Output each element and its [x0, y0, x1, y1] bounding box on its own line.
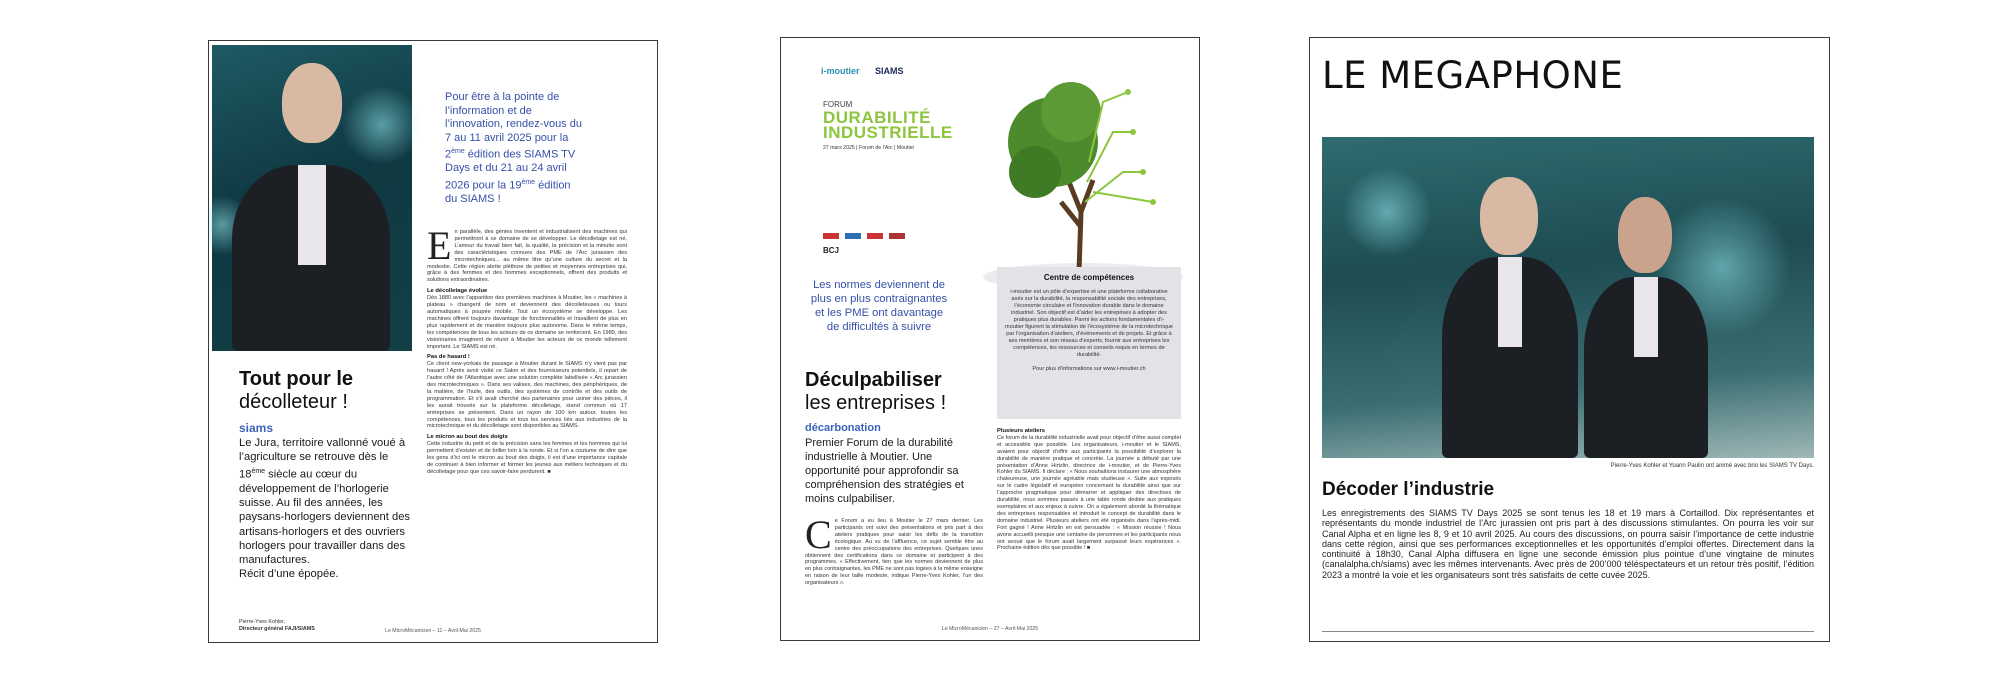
person-shirt: [1634, 277, 1658, 357]
title-rest: décolleteur !: [239, 391, 348, 413]
paragraph: Cette industrie du petit et de la précision sans les femmes et les hommes qui lui permettent d’exister et de briller loin à la ronde. Et si l’on a coutume de dire que les gens d’ici ont le micron au bout des doigts, il est d’une importance capitale de continuer à bien informer et former les jeunes aux métiers techniques et du décolletage pour que ces savoir-faire perdurent. ■: [427, 441, 627, 475]
magazine-page-11: [208, 40, 658, 643]
article-title: [239, 368, 353, 414]
person-head: [1480, 177, 1538, 255]
studio-light: [1342, 167, 1432, 257]
article-lead: Le Jura, territoire vallonné voué à l’agriculture se retrouve dès le 18ème siècle au cœur du développement de l’horlogerie suisse. Au fil des années, les paysans-horlogers deviennent des artisans-horlogers et des ouvriers horlogers pour travailler dans des manufactures. Récit d’une épopée.: [239, 437, 411, 581]
page-title: LE MEGAPHONE: [1322, 54, 1624, 97]
tree-foliage: [1009, 146, 1061, 198]
person-head: [282, 63, 342, 143]
person-shirt: [1498, 257, 1522, 347]
person-head: [1618, 197, 1672, 273]
magazine-page-megaphone: [1309, 37, 1830, 642]
drop-cap: C: [805, 512, 832, 557]
title-bold: Tout pour le: [239, 368, 354, 390]
circuit-node: [1140, 169, 1146, 175]
circuit-node: [1130, 129, 1136, 135]
photo-caption: Pierre-Yves Kohler et Yoann Paulin ont animé avec brio les SIAMS TV Days.: [1610, 463, 1814, 469]
siams-logo: SIAMS: [875, 66, 904, 76]
partner-logo: [845, 233, 861, 239]
article-title: Décoder l’industrie: [1322, 479, 1495, 500]
studio-light: [342, 85, 422, 165]
drop-cap: E: [427, 223, 452, 268]
paragraph: Ce client new-yorkais de passage à Moutier durant le SIAMS n’y vient pas par hasard ! Après avoir visité ce Salon et des fournisseurs potentiels, il repart de l’autre côté de l’Atlantique avec une solution complète labellisée « Arc jurassien des microtechniques ». Dans ses valises, des machines, des périphériques, de la matière, de l’huile, des outils, des systèmes de contrôle et des outils de programmation. Et s’il avait cherché des partenaires pour usiner des pièces, il les aurait trouvés sur la plateforme décolletage, stand commun où 17 entreprises se présentent. Dans un rayon de 100 km autour, toutes les compétences, tous les produits et tous les services liés aux industries de la microtechnique et du décolletage sont disponibles au SIAMS.: [427, 361, 627, 430]
subheading: Pas de hasard !: [427, 354, 470, 361]
partner-logo: [823, 233, 839, 239]
circuit-node: [1125, 89, 1131, 95]
box-text: i-moutier est un pôle d’expertise et une plateforme collaborative axés sur la durabilité, la responsabilité sociale des entreprises, l’économie circulaire et l’innovation durable dans le domaine industriel. Son objectif est d’aider les entreprises à adopter des pratiques plus durables. Parmi les actions fondamentales d’i-moutier figurent la stimulation de l’écosystème de la microtechnique par l’organisation d’ateliers, d’événements et de projets. Et grâce à ses membres et son réseau d’experts, fournir aux entreprises les compétences, les ressources et conseils requis en termes de durabilité.: [1005, 289, 1173, 358]
forum-advert: [793, 48, 1189, 293]
tree-illustration: [983, 62, 1183, 292]
studio-photo: [1322, 137, 1814, 458]
paragraph: Dès 1880 avec l’apparition des premières machines à Moutier, les « machines à plateau » changent de nom et deviennent des décolleteuses ou tours automatiques à poupée mobile. Tout un écosystème se développe. Les machines offrent toujours davantage de fonctionnalités et travaillent de plus en plus rapidement et de manière toujours plus autonome. Dans le même temps, les compétences de tous les acteurs de ce domaine se renforcent. En 1989, des visionnaires imaginent de réunir à Moutier les acteurs de ce monde tellement important. Le SIAMS est né.: [427, 295, 627, 350]
bcj-logo: BCJ: [823, 246, 840, 255]
page-folio: Le MicroMécanicien – 11 – Avril-Mai 2025: [385, 628, 481, 634]
section-tag: siams: [239, 421, 274, 435]
paragraph: n parallèle, des génies inventent et industrialisent des machines qui permettront à ce domaine de se développer. Le décolletage est né. L’amour du travail bien fait, la qualité, la précision et la minutie sont des caractéristiques connues des PME de l’Arc jurassien des microtechniques... au même titre qu’une culture du secret et la modestie. Cette région abrite pléthore de petites et moyennes entreprises qui, grâce à des femmes et des hommes exceptionnels, offrent des produits et solutions extraordinaires.: [427, 229, 627, 284]
article-lead: Premier Forum de la durabilité industrielle à Moutier. Une opportunité pour approfondir sa compréhension des stratégies et moins culpabiliser.: [805, 437, 964, 505]
box-title: Centre de compétences: [1043, 273, 1135, 282]
partner-logo: [889, 233, 905, 239]
partner-logos: [823, 226, 933, 240]
i-moutier-logo: i-moutier: [821, 66, 860, 76]
pull-quote: Les normes deviennent de plus en plus contraignantes et les PME ont davantage de difficultés à suivre: [810, 279, 948, 333]
ad-date: 27 mars 2025 | Forum de l’Arc | Moutier: [823, 145, 915, 151]
divider: [1322, 631, 1814, 632]
partner-logo: [867, 233, 883, 239]
subheading: Le micron au bout des doigts: [427, 434, 508, 441]
paragraph: Ce forum de la durabilité industrielle avait pour objectif d’être aussi complet et accessible que possible. Les organisateurs, i-moutier et le SIAMS, avaient pour objectif d’offrir aux participants la possibilité d’explorer la durabilité de manière pratique et concrète. La journée a débuté par une présentation d’Anne Hirtzlin, directrice de i-moutier, et de Pierre-Yves Kohler du SIAMS. Il déclare : « Nous souhaitions instaurer une atmosphère chaleureuse, une journée agréable mais studieuse ». Suite aux exposés sur le cadre législatif et européen concernant la durabilité ainsi que sur l’approche pragmatique pour démarrer et appliquer des directives de durabilité, nous sommes passés à une table ronde dédiée aux pratiques exemplaires et aux enjeux à suivre. On a également abordé la thématique des entreprises responsables et introduit le concept de durabilité dans le domaine industriel. Plusieurs ateliers ont été organisés dans l’après-midi. Fort gagné ! Anne Hirtzlin en est persuadée : « Mission réussie ! Nous avons accueilli presque une centaine de personnes et les participants nous ont avoué que le forum avait largement surpassé leurs espérances ». Prochaine édition dès que possible ! ■: [997, 434, 1181, 552]
article-body: [997, 428, 1181, 552]
tree-trunk: [1061, 180, 1093, 272]
article-body: [427, 223, 627, 476]
article-body: Les enregistrements des SIAMS TV Days 2025 se sont tenus les 18 et 19 mars à Cortaillod. Dix représentantes et représentants du monde industriel de l’Arc jurassien ont pris part à des discussions stimulantes. On pourra les voir sur Canal Alpha et en ligne les 8, 9 et 10 avril 2025. Au cours des discussions, on pourra saisir l’importance de cette industrie dans cette région, ainsi que ses performances exceptionnelles et les opportunités d’emploi offertes. Directement dans la continuité à 18h30, Canal Alpha diffusera en ligne une seconde émission plus pointue d’une vingtaine de minutes (canalalpha.ch/siams) avec les mêmes intervenants. Avec près de 200’000 téléspectateurs et un retour très positif, l’édition 2023 a montré la voie et les organisateurs sont très satisfaits de cette cuvée 2025.: [1322, 508, 1814, 580]
portrait-photo: [212, 45, 412, 351]
ad-title: DURABILITÉ INDUSTRIELLE: [823, 108, 953, 142]
page-folio: Le MicroMécanicien – 27 – Avril-Mai 2025: [941, 626, 1039, 632]
author-signature: Pierre-Yves Kohler, Directeur général FAJI/SIAMS: [239, 619, 315, 632]
pull-quote: Pour être à la pointe de l’information et de l’innovation, rendez-vous du 7 au 11 avril 2025 pour la 2ème édition des SIAMS TV Days et du 21 au 24 avril 2026 pour la 19ème édition du SIAMS !: [445, 91, 582, 205]
subheading: Le décolletage évolue: [427, 288, 488, 295]
subheading: Plusieurs ateliers: [997, 428, 1046, 434]
magazine-page-27: [780, 37, 1200, 641]
person-shirt: [298, 165, 326, 265]
ad-forum-label: FORUM: [823, 100, 853, 109]
box-link: Pour plus d’informations sur www.i-moutier.ch: [1032, 366, 1146, 372]
section-tag: décarbonation: [805, 422, 881, 434]
article-body: C e Forum a eu lieu à Moutier le 27 mars dernier. Les participants ont suivi des présentations et pris part à des ateliers pratiques pour saisir les défis de la transition écologique. Au vu de l’affluence, ce sujet semble être au centre des préoccupations des entreprises. Quelques unes obtiennent des certifications dans ce domaine et participent à des programmes. « Effectivement, tien que les normes deviennent de plus en plus contraignantes, les PME ne sont pas logées à la même enseigne en raison de leur taille modeste, indique Pierre-Yves Kohler, l’un des organisateurs ».: [805, 512, 983, 587]
article-title: Déculpabiliser les entreprises !: [805, 369, 947, 414]
tree-foliage: [1041, 82, 1101, 142]
sidebar-box: [997, 267, 1181, 419]
circuit-node: [1150, 199, 1156, 205]
